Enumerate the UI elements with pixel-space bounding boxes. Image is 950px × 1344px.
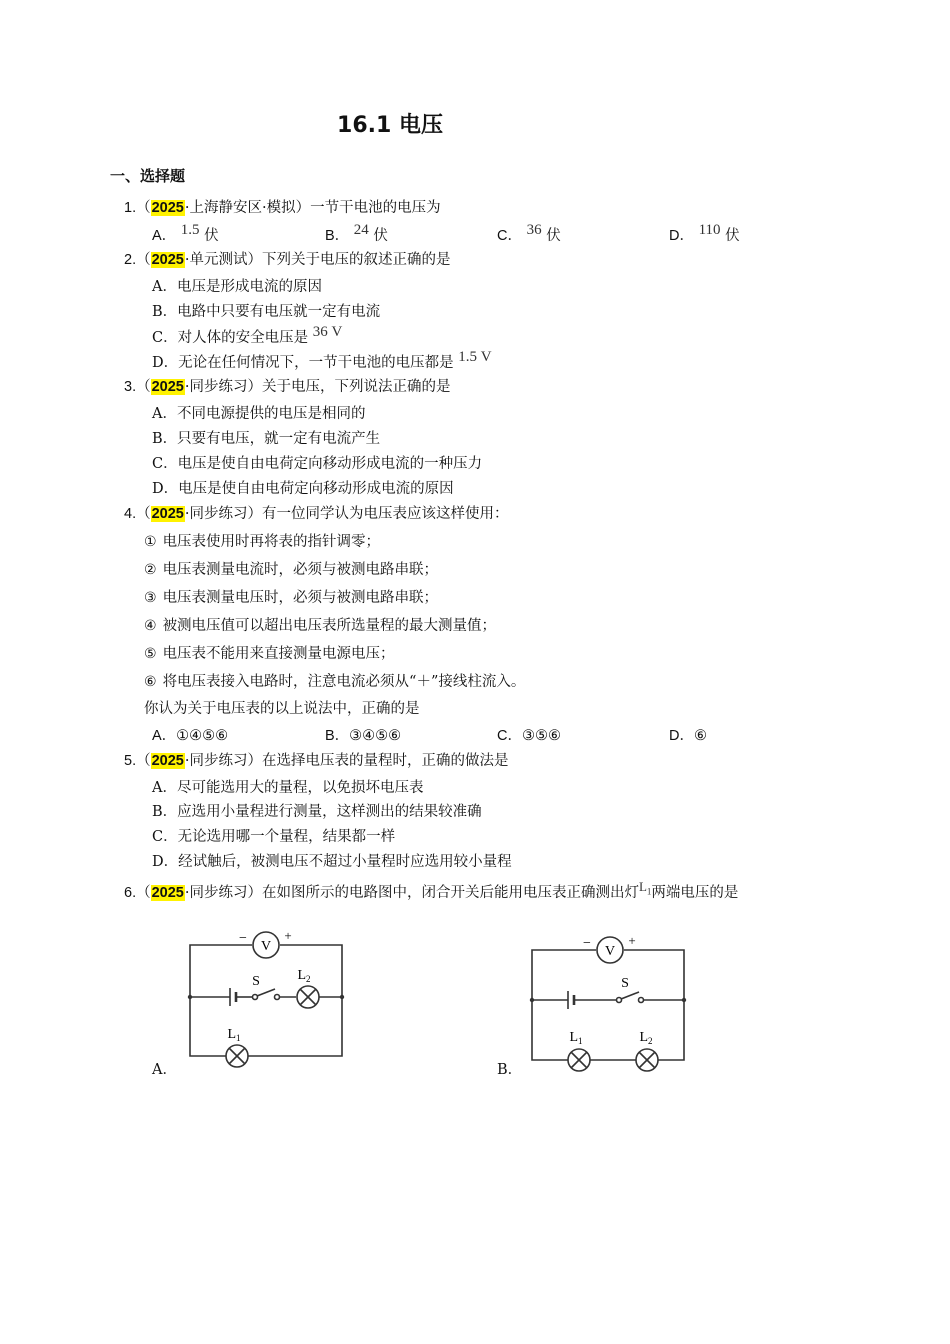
paren: （ xyxy=(136,252,151,268)
option-label: C． xyxy=(497,728,522,744)
minus-sign: − xyxy=(583,936,591,951)
option-unit: 伏 xyxy=(373,228,388,244)
minus-sign: − xyxy=(239,931,247,946)
q5-option-a[interactable]: A．尽可能选用大的量程，以免损坏电压表 xyxy=(152,780,424,796)
circled-number: ⑤ xyxy=(144,646,157,662)
question-3 xyxy=(124,377,450,397)
q6-option-a[interactable]: A． xyxy=(152,1062,177,1078)
option-unit: 伏 xyxy=(725,228,740,244)
circled-number: ④ xyxy=(144,618,157,634)
lamp-l1-label: $L_1$ xyxy=(569,1030,583,1046)
section-heading: 一、选择题 xyxy=(110,167,186,185)
q5-option-b[interactable]: B．应选用小量程进行测量，这样测出的结果较准确 xyxy=(152,804,482,820)
year-highlight: 2025 xyxy=(151,200,184,216)
source: ·上海静安区·模拟） xyxy=(184,200,311,216)
q1-option-d[interactable] xyxy=(669,222,740,246)
year-highlight: 2025 xyxy=(151,379,184,395)
q4-option-d[interactable] xyxy=(669,726,707,746)
paren: （ xyxy=(136,200,151,216)
q5-option-d[interactable]: D．经试触后，被测电压不超过小量程时应选用较小量程 xyxy=(152,854,512,870)
option-label: A． xyxy=(152,228,177,244)
question-number: 4. xyxy=(124,506,137,522)
year-highlight: 2025 xyxy=(151,885,184,901)
paren: （ xyxy=(136,885,151,901)
statement-5 xyxy=(144,644,395,664)
option-unit: 伏 xyxy=(204,228,219,244)
switch-label: S xyxy=(621,976,629,991)
source: ·同步练习） xyxy=(184,885,262,901)
q1-option-c[interactable] xyxy=(497,222,561,246)
voltmeter-label: V xyxy=(260,939,272,954)
statement-text: 将电压表接入电路时，注意电流必须从“＋”接线柱流入。 xyxy=(162,674,526,690)
math-value: 36 xyxy=(526,222,542,238)
statement-text: 电压表使用时再将表的指针调零； xyxy=(162,534,381,550)
circled-number: ① xyxy=(144,534,157,550)
q2-option-d[interactable] xyxy=(152,349,492,373)
question-4 xyxy=(124,504,508,524)
source: ·同步练习） xyxy=(184,753,262,769)
question-stem-end: 两端电压的是 xyxy=(651,885,739,901)
option-unit: 伏 xyxy=(546,228,561,244)
q5-option-c[interactable]: C．无论选用哪一个量程，结果都一样 xyxy=(152,829,396,845)
circled-number: ② xyxy=(144,562,157,578)
q3-option-a[interactable]: A．不同电源提供的电压是相同的 xyxy=(152,406,366,422)
question-6 xyxy=(124,879,739,908)
question-stem: 在选择电压表的量程时，正确的做法是 xyxy=(261,753,509,769)
math-value: 110 xyxy=(698,222,721,238)
circled-number: ⑥ xyxy=(144,674,157,690)
switch-label: S xyxy=(252,974,260,989)
year-highlight: 2025 xyxy=(151,252,184,268)
q2-option-c[interactable] xyxy=(152,324,343,348)
source: ·同步练习） xyxy=(184,506,262,522)
q2-option-a[interactable]: A．电压是形成电流的原因 xyxy=(152,279,322,295)
plus-sign: + xyxy=(628,933,636,948)
question-number: 5. xyxy=(124,753,137,769)
option-text: ⑥ xyxy=(693,728,707,744)
statement-1 xyxy=(144,532,380,552)
statement-text: 电压表测量电流时，必须与被测电路串联； xyxy=(162,562,439,578)
option-label: D． xyxy=(669,228,694,244)
q4-option-b[interactable] xyxy=(325,726,401,746)
paren: （ xyxy=(136,379,151,395)
option-text: ③⑤⑥ xyxy=(521,728,561,744)
statement-text: 电压表不能用来直接测量电源电压； xyxy=(162,646,395,662)
q3-option-d[interactable]: D．电压是使自由电荷定向移动形成电流的原因 xyxy=(152,481,454,497)
paren: （ xyxy=(136,753,151,769)
q2-option-b[interactable]: B．电路中只要有电压就一定有电流 xyxy=(152,304,381,320)
question-number: 2. xyxy=(124,252,137,268)
question-number: 6. xyxy=(124,885,137,901)
option-text: C．对人体的安全电压是 xyxy=(152,330,309,346)
option-label: B． xyxy=(325,228,350,244)
q4-option-a[interactable] xyxy=(152,726,228,746)
option-label: B． xyxy=(325,728,350,744)
circled-number: ③ xyxy=(144,590,157,606)
question-number: 1. xyxy=(124,200,137,216)
q3-option-c[interactable]: C．电压是使自由电荷定向移动形成电流的一种压力 xyxy=(152,456,483,472)
question-stem: 有一位同学认为电压表应该这样使用： xyxy=(261,506,509,522)
lamp-l2-label: $L_2$ xyxy=(639,1030,653,1046)
math-value: 36 V xyxy=(312,324,343,340)
statement-text: 被测电压值可以超出电压表所选量程的最大测量值； xyxy=(162,618,497,634)
q4-option-c[interactable] xyxy=(497,726,561,746)
option-text: ①④⑤⑥ xyxy=(176,728,229,744)
question-stem: 关于电压，下列说法正确的是 xyxy=(261,379,451,395)
source: ·同步练习） xyxy=(184,379,262,395)
q1-option-a[interactable] xyxy=(152,222,219,246)
lamp-l2-label: $L_2$ xyxy=(297,968,311,984)
page-title: 16.1 电压 xyxy=(337,113,443,138)
q3-option-b[interactable]: B．只要有电压，就一定有电流产生 xyxy=(152,431,381,447)
question-number: 3. xyxy=(124,379,137,395)
question-stem: 一节干电池的电压为 xyxy=(310,200,441,216)
paren: （ xyxy=(136,506,151,522)
option-label: D． xyxy=(669,728,694,744)
lamp-l1-label: $L_1$ xyxy=(227,1027,241,1043)
q4-prompt: 你认为关于电压表的以上说法中，正确的是 xyxy=(144,701,420,717)
question-5 xyxy=(124,751,508,771)
year-highlight: 2025 xyxy=(151,753,184,769)
option-label: A． xyxy=(152,728,177,744)
statement-3 xyxy=(144,588,438,608)
question-stem: 下列关于电压的叙述正确的是 xyxy=(261,252,451,268)
math-value: 1.5 xyxy=(180,222,200,238)
math-value: 1.5 V xyxy=(458,349,492,365)
option-text: ③④⑤⑥ xyxy=(349,728,402,744)
source: ·单元测试） xyxy=(184,252,262,268)
year-highlight: 2025 xyxy=(151,506,184,522)
question-1 xyxy=(124,198,441,218)
circuit-diagram-a[interactable] xyxy=(180,925,355,1075)
plus-sign: + xyxy=(284,928,292,943)
math-lamp-label: $L_1$ xyxy=(638,879,652,897)
statement-6 xyxy=(144,672,525,692)
voltmeter-label: V xyxy=(604,944,616,959)
q6-option-b[interactable]: B． xyxy=(497,1062,523,1078)
statement-text: 电压表测量电压时，必须与被测电路串联； xyxy=(162,590,439,606)
question-2 xyxy=(124,250,450,270)
question-stem: 在如图所示的电路图中，闭合开关后能用电压表正确测出灯 xyxy=(261,885,639,901)
option-text: D．无论在任何情况下，一节干电池的电压都是 xyxy=(152,355,454,371)
q1-option-b[interactable] xyxy=(325,222,388,246)
math-value: 24 xyxy=(353,222,369,238)
statement-2 xyxy=(144,560,438,580)
option-label: C． xyxy=(497,228,522,244)
circuit-diagram-b[interactable] xyxy=(522,928,697,1078)
statement-4 xyxy=(144,616,496,636)
